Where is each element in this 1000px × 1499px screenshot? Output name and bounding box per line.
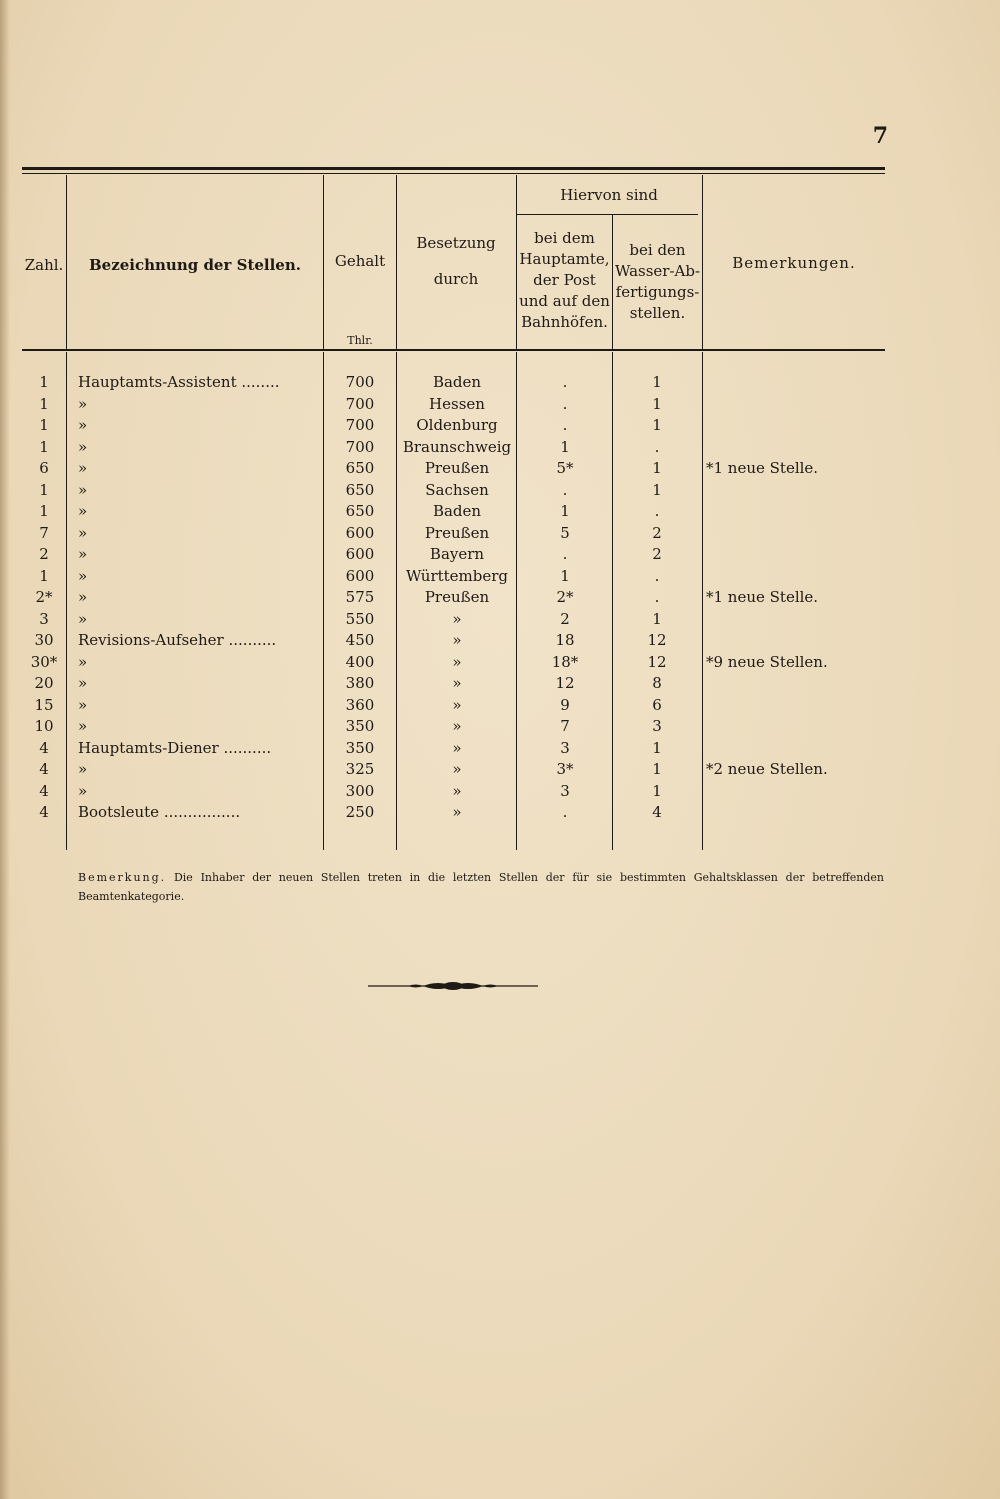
cell-hauptamt: 9 [560,695,570,714]
table-header-rule [22,349,885,351]
cell-bezeichnung: » [78,781,88,800]
cell-zahl: 10 [34,717,54,735]
table-row [22,759,885,781]
cell-zahl: 1 [39,480,49,499]
cell-gehalt: 250 [345,803,375,821]
cell-gehalt: 350 [345,738,375,757]
table-row [22,480,885,502]
ornament-divider-icon [368,978,538,994]
cell-wasser: 1 [652,609,662,628]
col-divider-header-3 [396,175,397,349]
table-row [22,501,885,523]
cell-bezeichnung: » [78,459,88,477]
cell-besetzung: » [452,652,462,671]
table-row [22,630,885,652]
table-row [22,587,885,609]
cell-bezeichnung: » [78,566,88,585]
header-hauptamt-line: bei dem [534,229,595,247]
cell-wasser: 1 [652,416,662,434]
cell-bezeichnung: » [78,588,88,606]
cell-besetzung: Preußen [424,588,490,606]
cell-gehalt: 700 [345,394,375,413]
cell-besetzung: » [452,760,462,778]
cell-bemerkung: *1 neue Stelle. [706,459,819,477]
cell-hauptamt: 5 [560,523,570,542]
header-besetzung-line1: Besetzung [416,234,496,252]
table-row [22,415,885,437]
cell-zahl: 1 [39,437,49,456]
cell-gehalt: 550 [345,609,375,628]
cell-hauptamt: 5* [556,459,574,477]
cell-bezeichnung: » [78,480,88,499]
page-number: 7 [872,123,888,149]
header-wasser-line: fertigungs- [615,283,700,301]
cell-hauptamt: 1 [560,502,570,520]
cell-hauptamt: 3* [556,760,574,778]
cell-besetzung: Hessen [429,394,485,413]
cell-bezeichnung: » [78,545,88,563]
cell-gehalt: 600 [345,545,375,563]
cell-wasser: 1 [652,738,662,757]
cell-hauptamt: 18 [555,631,575,649]
cell-gehalt: 325 [345,760,375,778]
cell-zahl: 6 [39,459,49,477]
table-row [22,566,885,588]
cell-bezeichnung: » [78,394,88,413]
footnote-text: Die Inhaber der neuen Stellen treten in die letzten Stellen der für sie bestimmten Gehaltsklassen der betreffenden Beamtenkategorie. [78,871,885,903]
cell-zahl: 7 [39,523,49,542]
cell-wasser: 12 [647,631,667,649]
cell-zahl: 4 [39,760,49,778]
cell-hauptamt: 12 [555,674,575,692]
header-bezeichnung: Bezeichnung der Stellen. [89,256,301,274]
cell-zahl: 4 [39,781,49,800]
cell-bezeichnung: » [78,717,88,735]
cell-bezeichnung: Revisions-Aufseher .......... [78,631,277,649]
table-row [22,652,885,674]
cell-hauptamt: . [562,373,568,391]
table-row [22,695,885,717]
header-bemerkungen: Bemerkungen. [732,254,856,272]
cell-zahl: 1 [39,394,49,413]
cell-zahl: 2 [39,545,49,563]
cell-zahl: 15 [34,695,54,714]
cell-gehalt: 700 [345,416,375,434]
cell-gehalt: 650 [345,502,375,520]
cell-bemerkung: *9 neue Stellen. [706,652,828,671]
cell-zahl: 3 [39,609,49,628]
table-row [22,609,885,631]
cell-hauptamt: . [562,803,568,821]
cell-zahl: 30 [34,631,54,649]
header-wasser [613,240,702,324]
cell-gehalt: 600 [345,566,375,585]
cell-zahl: 1 [39,502,49,520]
col-divider-header-1 [66,175,67,349]
cell-zahl: 30* [30,652,58,671]
cell-wasser: . [654,502,660,520]
cell-zahl: 1 [39,416,49,434]
cell-besetzung: » [452,609,462,628]
cell-hauptamt: . [562,545,568,563]
cell-wasser: 1 [652,781,662,800]
cell-gehalt: 650 [345,459,375,477]
cell-wasser: . [654,437,660,456]
cell-zahl: 4 [39,738,49,757]
cell-hauptamt: . [562,394,568,413]
cell-zahl: 4 [39,803,49,821]
cell-bezeichnung: » [78,437,88,456]
footnote-label: Bemerkung. [78,871,167,884]
cell-wasser: 1 [652,480,662,499]
cell-hauptamt: 2* [556,588,574,606]
cell-bezeichnung: » [78,760,88,778]
table-top-rule-thin [22,173,885,174]
cell-besetzung: Baden [432,502,482,520]
cell-wasser: 6 [652,695,662,714]
cell-besetzung: » [452,738,462,757]
cell-zahl: 20 [34,674,54,692]
table-row [22,738,885,760]
cell-zahl: 1 [39,373,49,391]
hiervon-underline [516,214,698,215]
cell-bemerkung: *1 neue Stelle. [706,588,819,606]
header-besetzung-line2: durch [433,270,479,288]
table-row [22,781,885,803]
header-wasser-line: bei den [629,241,686,259]
cell-bezeichnung: » [78,674,88,692]
cell-zahl: 2* [35,588,53,606]
header-hauptamt-line: Hauptamte, [519,250,610,268]
table-row [22,437,885,459]
cell-wasser: 12 [647,652,667,671]
header-zahl: Zahl. [24,256,64,274]
cell-besetzung: » [452,781,462,800]
footnote [78,868,884,906]
table-top-rule-thick [22,167,885,170]
cell-gehalt: 575 [345,588,375,606]
header-hiervon: Hiervon sind [560,186,658,204]
table-row [22,544,885,566]
cell-besetzung: Braunschweig [402,437,512,456]
cell-hauptamt: . [562,416,568,434]
cell-gehalt: 650 [345,480,375,499]
cell-gehalt: 300 [345,781,375,800]
cell-hauptamt: 3 [560,738,570,757]
cell-bemerkung: *2 neue Stellen. [706,760,828,778]
header-wasser-line: Wasser-Ab- [614,262,701,280]
cell-wasser: 8 [652,674,662,692]
cell-besetzung: Preußen [424,523,490,542]
cell-besetzung: » [452,717,462,735]
cell-bezeichnung: Hauptamts-Diener .......... [78,738,272,757]
cell-gehalt: 360 [345,695,375,714]
cell-bezeichnung: » [78,523,88,542]
cell-bezeichnung: Hauptamts-Assistent ........ [78,373,280,391]
cell-wasser: 1 [652,459,662,477]
cell-hauptamt: 1 [560,566,570,585]
cell-bezeichnung: Bootsleute ................ [78,803,241,821]
table-row [22,673,885,695]
cell-besetzung: Sachsen [425,480,489,499]
cell-besetzung: » [452,695,462,714]
cell-bezeichnung: » [78,502,88,520]
cell-gehalt: 350 [345,717,375,735]
cell-bezeichnung: » [78,609,88,628]
header-hauptamt-line: Bahnhöfen. [521,313,608,331]
cell-bezeichnung: » [78,416,88,434]
cell-wasser: . [654,588,660,606]
cell-besetzung: » [452,674,462,692]
cell-bezeichnung: » [78,652,88,671]
table-body [22,372,885,824]
cell-gehalt: 380 [345,674,375,692]
table-row [22,458,885,480]
cell-hauptamt: . [562,480,568,499]
cell-bezeichnung: » [78,695,88,714]
cell-besetzung: Preußen [424,459,490,477]
cell-besetzung: » [452,803,462,821]
cell-hauptamt: 18* [551,652,579,671]
table-row [22,523,885,545]
cell-hauptamt: 1 [560,437,570,456]
cell-hauptamt: 2 [560,609,570,628]
cell-wasser: 3 [652,717,662,735]
cell-besetzung: Oldenburg [416,416,498,434]
table-row [22,394,885,416]
cell-besetzung: Baden [432,373,482,391]
page-edge-shadow [0,0,10,1499]
cell-wasser: 2 [652,545,662,563]
cell-zahl: 1 [39,566,49,585]
header-hauptamt-line: der Post [533,271,596,289]
header-gehalt: Gehalt [334,252,386,270]
header-hauptamt-line: und auf den [519,292,610,310]
cell-hauptamt: 3 [560,781,570,800]
cell-wasser: 2 [652,523,662,542]
cell-besetzung: » [452,631,462,649]
cell-wasser: 1 [652,760,662,778]
cell-gehalt: 450 [345,631,375,649]
cell-wasser: 1 [652,373,662,391]
cell-gehalt: 600 [345,523,375,542]
table-row [22,802,885,824]
cell-wasser: . [654,566,660,585]
cell-hauptamt: 7 [560,717,570,735]
table-row [22,716,885,738]
cell-wasser: 1 [652,394,662,413]
header-gehalt-unit: Thlr. [347,334,373,347]
cell-besetzung: Bayern [429,545,485,563]
cell-gehalt: 700 [345,373,375,391]
header-wasser-line: stellen. [629,304,686,322]
table-row [22,372,885,394]
cell-gehalt: 700 [345,437,375,456]
cell-besetzung: Württemberg [405,566,509,585]
cell-gehalt: 400 [345,652,375,671]
cell-wasser: 4 [652,803,662,821]
header-hauptamt [517,228,612,333]
